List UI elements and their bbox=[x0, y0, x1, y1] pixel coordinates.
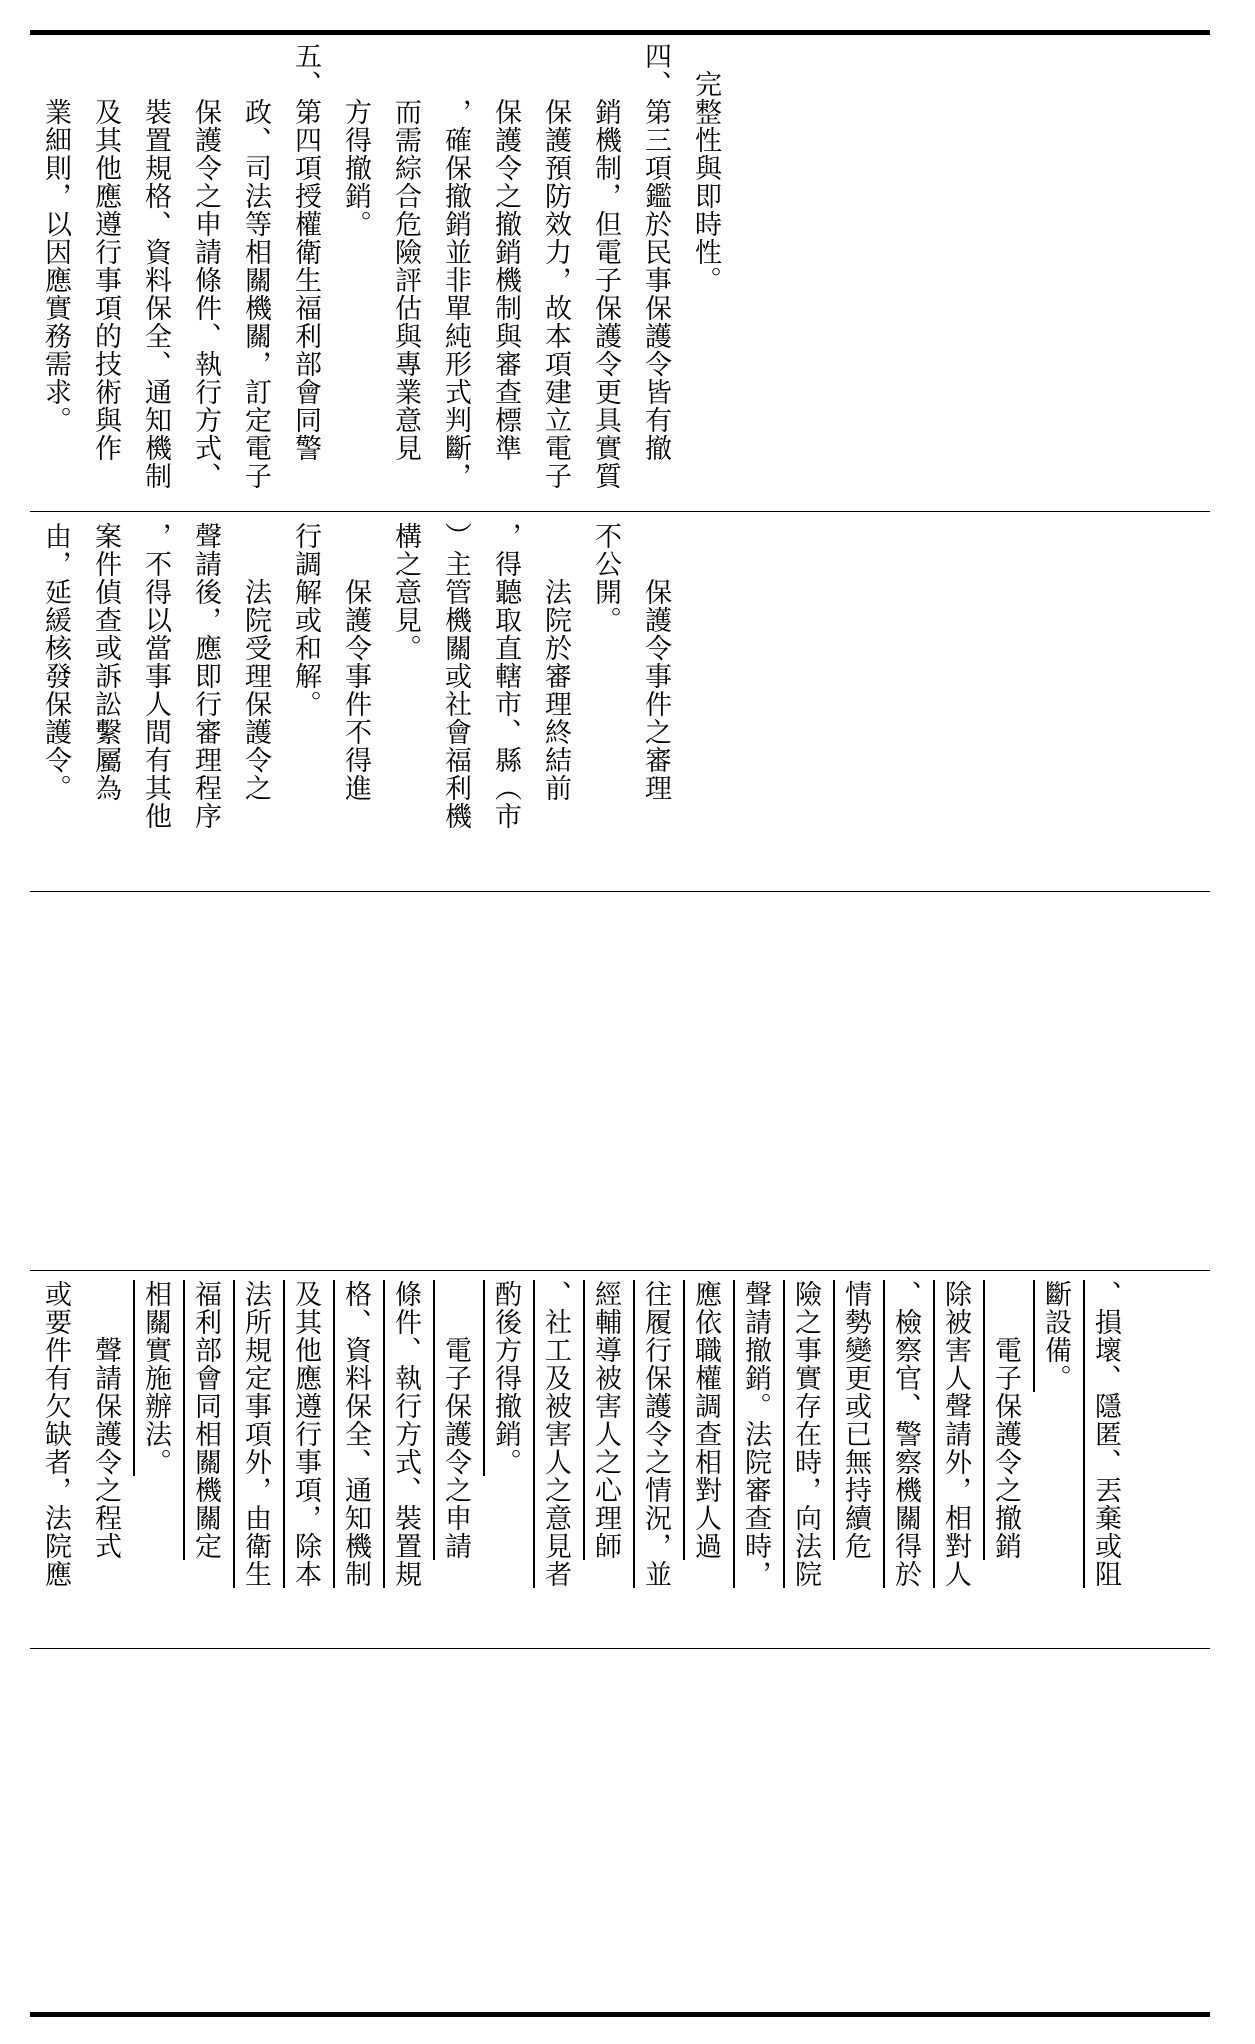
text-line: ，不得以當事人間有其他 bbox=[140, 522, 171, 830]
text-line: 行調解或和解。 bbox=[290, 522, 321, 718]
text-line: 相關實施辦法。 bbox=[140, 1280, 171, 1476]
text-line: 政、司法等相關機關，訂定電子 bbox=[240, 42, 271, 490]
empty-cell bbox=[30, 902, 1210, 1262]
text-line: 條件、執行方式、裝置規 bbox=[390, 1280, 421, 1588]
empty-cell bbox=[30, 1658, 1210, 2003]
text-line: 完整性與即時性。 bbox=[690, 42, 721, 294]
bottom-border bbox=[30, 2012, 1210, 2017]
text-line: 往履行保護令之情況，並 bbox=[640, 1280, 671, 1588]
text-line: 裝置規格、資料保全、通知機制 bbox=[140, 42, 171, 490]
text-line: 法院受理保護令之 bbox=[240, 522, 271, 802]
text-line: ）主管機關或社會福利機 bbox=[440, 522, 471, 830]
text-line: 保護令之申請條件、執行方式、 bbox=[190, 42, 221, 490]
text-line: 案件偵查或訴訟繫屬為 bbox=[90, 522, 121, 802]
text-line: 法院於審理終結前 bbox=[540, 522, 571, 802]
text-line: 情勢變更或已無持續危 bbox=[840, 1280, 871, 1560]
text-line: 保護預防效力，故本項建立電子 bbox=[540, 42, 571, 490]
row-divider bbox=[30, 1270, 1210, 1271]
text-line: 聲請後，應即行審理程序 bbox=[190, 522, 221, 830]
text-line: 五、第四項授權衛生福利部會同警 bbox=[290, 42, 321, 462]
text-line: 斷設備。 bbox=[1040, 1280, 1071, 1392]
text-line: 由，延緩核發保護令。 bbox=[40, 522, 71, 802]
text-line: 除被害人聲請外，相對人 bbox=[940, 1280, 971, 1588]
top-border bbox=[30, 30, 1210, 35]
text-line: 而需綜合危險評估與專業意見 bbox=[390, 42, 421, 462]
text-line: 業細則，以因應實務需求。 bbox=[40, 42, 71, 434]
text-line: 、損壞、隱匿、丟棄或阻 bbox=[1090, 1280, 1121, 1588]
text-line: 聲請保護令之程式 bbox=[90, 1280, 121, 1560]
amended-law-text bbox=[30, 1280, 1130, 1640]
text-line: 構之意見。 bbox=[390, 522, 421, 662]
text-line: 或要件有欠缺者，法院應 bbox=[40, 1280, 71, 1588]
text-line: 法所規定事項外，由衛生 bbox=[240, 1280, 271, 1588]
explanation-cell bbox=[30, 42, 1210, 502]
current-law-cell bbox=[30, 522, 1210, 882]
text-line: 四、第三項鑑於民事保護令皆有撤 bbox=[640, 42, 671, 462]
text-line: ，確保撤銷並非單純形式判斷， bbox=[440, 42, 471, 490]
row-divider bbox=[30, 891, 1210, 892]
text-line: 及其他應遵行事項的技術與作 bbox=[90, 42, 121, 462]
text-line: 格、資料保全、通知機制 bbox=[340, 1280, 371, 1588]
text-line: 保護令事件不得進 bbox=[340, 522, 371, 802]
text-line: 電子保護令之撤銷 bbox=[990, 1280, 1021, 1560]
row-divider bbox=[30, 1648, 1210, 1649]
text-line: 聲請撤銷。法院審查時， bbox=[740, 1280, 771, 1588]
text-line: 不公開。 bbox=[590, 522, 621, 634]
text-line: 銷機制，但電子保護令更具實質 bbox=[590, 42, 621, 490]
text-line: 、社工及被害人之意見者 bbox=[540, 1280, 571, 1588]
text-line: 保護令之撤銷機制與審查標準 bbox=[490, 42, 521, 462]
text-line: 酌後方得撤銷。 bbox=[490, 1280, 521, 1476]
explanation-text bbox=[30, 42, 730, 502]
text-line: 保護令事件之審理 bbox=[640, 522, 671, 802]
text-line: 及其他應遵行事項，除本 bbox=[290, 1280, 321, 1588]
amended-law-cell bbox=[30, 1280, 1210, 1640]
text-line: 險之事實存在時，向法院 bbox=[790, 1280, 821, 1588]
row-divider bbox=[30, 511, 1210, 512]
text-line: 經輔導被害人之心理師 bbox=[590, 1280, 621, 1560]
text-line: 方得撤銷。 bbox=[340, 42, 371, 238]
text-line: ，得聽取直轄市、縣（市 bbox=[490, 522, 521, 830]
text-line: 應依職權調查相對人過 bbox=[690, 1280, 721, 1560]
text-line: 電子保護令之申請 bbox=[440, 1280, 471, 1560]
text-line: 、檢察官、警察機關得於 bbox=[890, 1280, 921, 1588]
current-law-text bbox=[30, 522, 680, 882]
text-line: 福利部會同相關機關定 bbox=[190, 1280, 221, 1560]
